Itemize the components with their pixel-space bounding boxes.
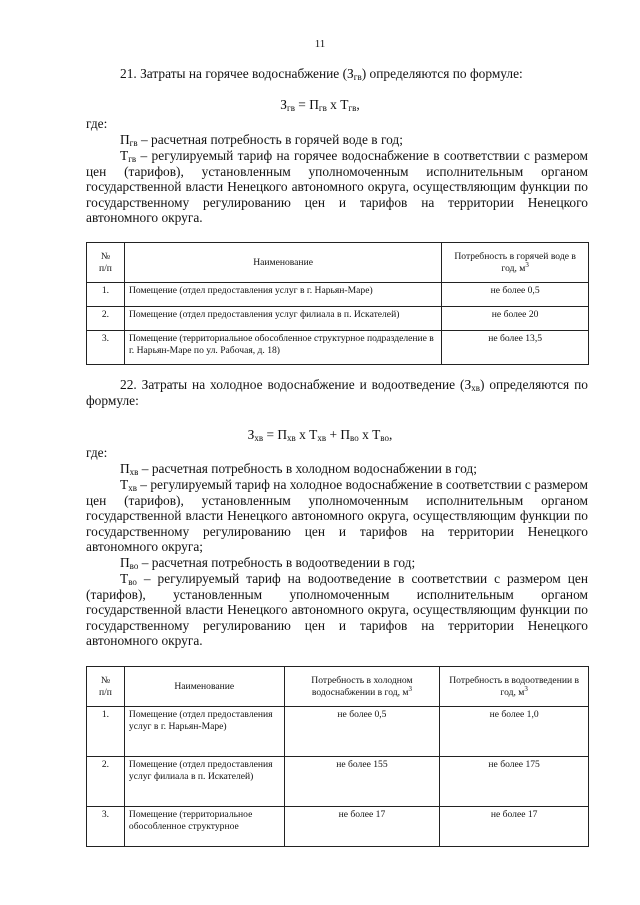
table-row: 1. Помещение (отдел предоставления услуг в г. Нарьян-Маре) не более 0,5 xyxy=(87,283,589,307)
col-drain-need: Потребность в водоотведении в год, $м^3$ xyxy=(440,667,589,707)
formula-cold-water: $З_{хв} = П_{хв}$ x $Т_{хв} + П_{во}$ x $Т_{во}$, xyxy=(247,427,393,443)
table-row: 2. Помещение (отдел предоставления услуг филиала в п. Искателей) не более 155 не более 175 xyxy=(87,757,589,807)
def-t-cold: $Т_{хв}$ – регулируемый тариф на холодное водоснабжение в соответствии с размером цен (тарифов), установленным уполномоченным исполнительным органом государственной власти Ненецкого автономного округа, осуществляющим функции по государственному регулированию цен и тарифов на территории Ненецкого автономного округа; xyxy=(86,477,588,555)
table-row: 3. Помещение (территориальное обособленное структурное подразделение в г. Нарьян-Маре по ул. Рабочая, д. 18) не более 13,5 xyxy=(87,331,589,365)
section-21-intro: 21. Затраты на горячее водоснабжение $(З_{гв})$ определяются по формуле: xyxy=(120,66,523,82)
def-p-cold: $П_{хв}$ – расчетная потребность в холодном водоснабжении в год; xyxy=(120,461,477,477)
hot-water-table xyxy=(86,242,589,365)
col-number: № п/п xyxy=(87,243,125,283)
table-header-row xyxy=(87,243,589,283)
def-t-drain: $Т_{во}$ – регулируемый тариф на водоотведение в соответствии с размером цен (тарифов), установленным уполномоченным исполнительным органом государственной власти Ненецкого автономного округа, осуществляющим функции по государственному регулированию цен и тарифов на территории Ненецкого автономного округа. xyxy=(86,571,588,649)
col-name: Наименование xyxy=(124,667,284,707)
col-cold-need: Потребность в холодном водоснабжении в год, $м^3$ xyxy=(284,667,440,707)
col-hot-need: Потребность в горячей воде в год, $м^3$ xyxy=(442,243,589,283)
def-p-drain: $П_{во}$ – расчетная потребность в водоотведении в год; xyxy=(120,555,416,571)
table-row: 3. Помещение (территориальное обособленное структурное не более 17 не более 17 xyxy=(87,807,589,847)
table-header-row xyxy=(87,667,589,707)
def-t-hot: $Т_{гв}$ – регулируемый тариф на горячее водоснабжение в соответствии с размером цен (тарифов), установленным уполномоченным исполнительным органом государственной власти Ненецкого автономного округа, осуществляющим функции по государственному регулированию цен и тарифов на территории Ненецкого автономного округа. xyxy=(86,148,588,226)
where-label: где: xyxy=(86,116,108,131)
formula-hot-water: $З_{гв} = П_{гв}$ x $Т_{гв}$, xyxy=(280,97,360,113)
col-name: Наименование xyxy=(124,243,441,283)
page-number: 11 xyxy=(314,38,326,50)
table-row: 1. Помещение (отдел предоставления услуг в г. Нарьян-Маре) не более 0,5 не более 1,0 xyxy=(87,707,589,757)
where-label-2: где: xyxy=(86,445,108,460)
table-row: 2. Помещение (отдел предоставления услуг филиала в п. Искателей) не более 20 xyxy=(87,307,589,331)
def-p-hot: $П_{гв}$ – расчетная потребность в горячей воде в год; xyxy=(120,132,403,148)
cold-water-table xyxy=(86,666,589,847)
section-22-intro: 22. Затраты на холодное водоснабжение и водоотведение $(З_{хв})$ определяются по формуле: xyxy=(86,377,588,408)
col-number: № п/п xyxy=(87,667,125,707)
